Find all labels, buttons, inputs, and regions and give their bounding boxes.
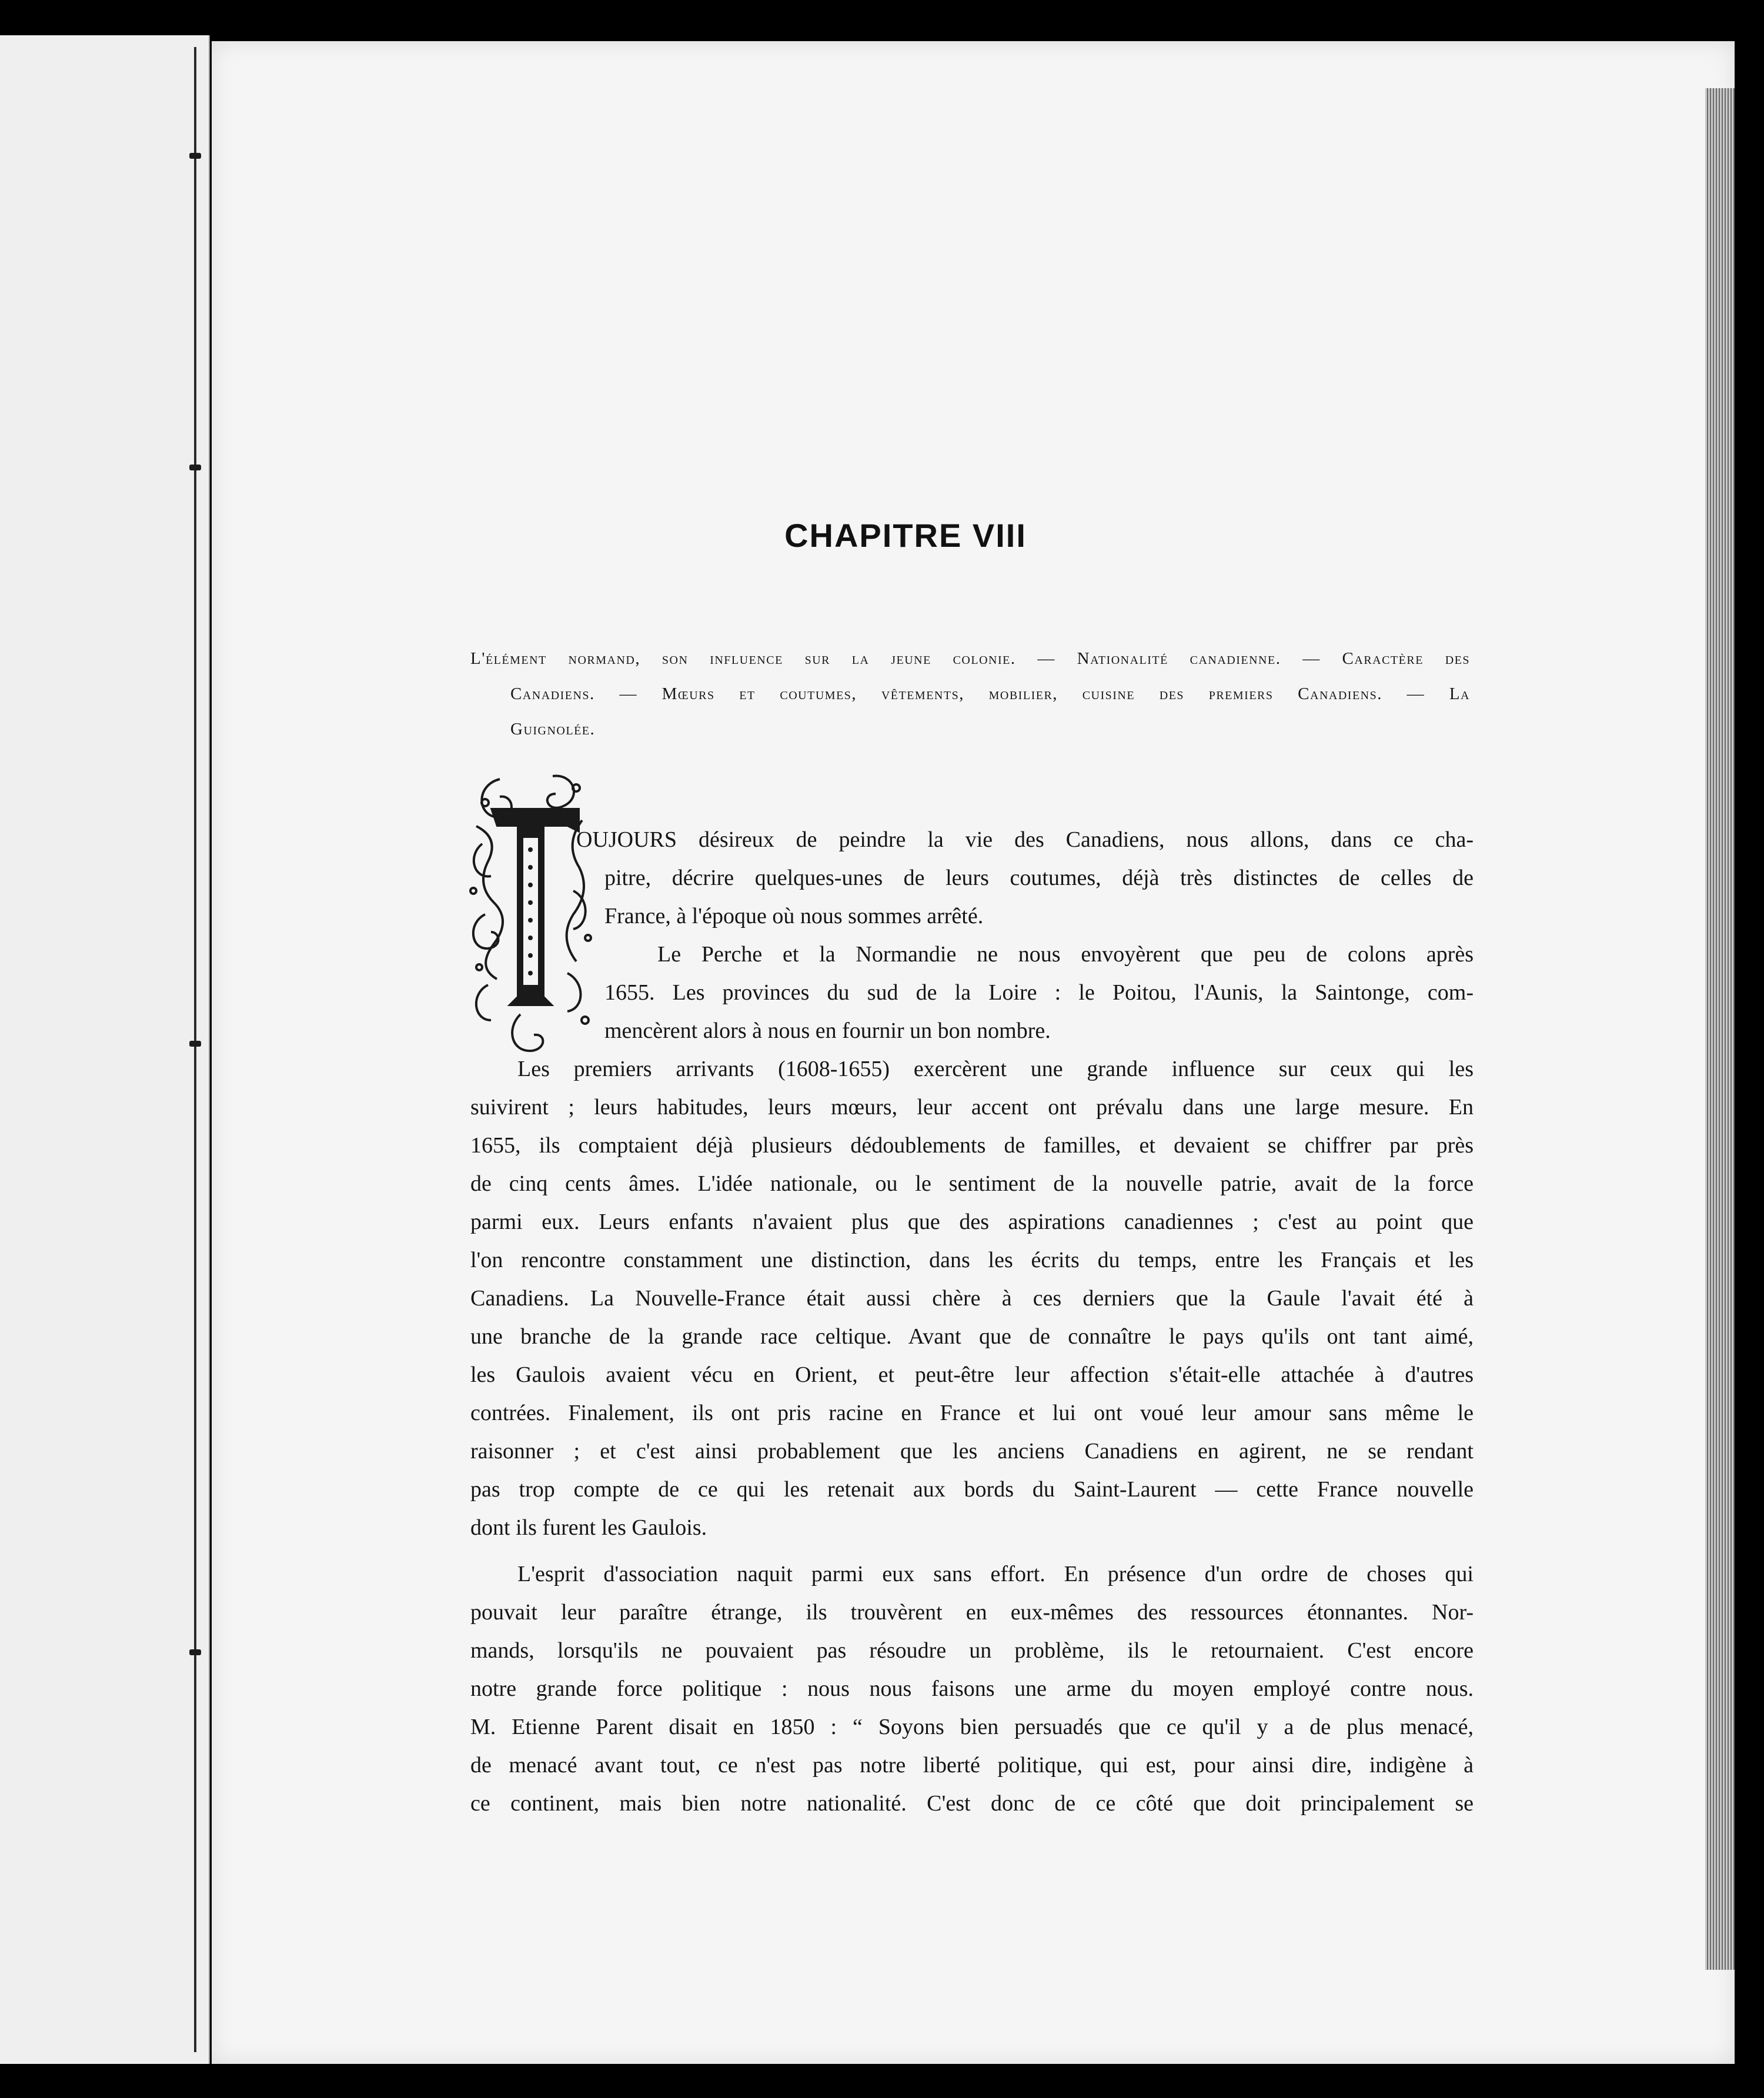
text-line: suivirent ; leurs habitudes, leurs mœurs, leur accent ont prévalu dans une large mesure. En — [470, 1095, 1474, 1120]
body-text — [470, 821, 1474, 1823]
text-line: les Gaulois avaient vécu en Orient, et peut-être leur affection s'était-elle attachée à d'autres — [470, 1362, 1474, 1387]
chapter-title: CHAPITRE VIII — [784, 517, 1027, 554]
text-line: mands, lorsqu'ils ne pouvaient pas résoudre un problème, ils le retournaient. C'est encore — [470, 1638, 1474, 1663]
binding-stitch — [189, 1041, 201, 1047]
binding-stitch — [189, 153, 201, 159]
text-line: L'esprit d'association naquit parmi eux sans effort. En présence d'un ordre de choses qui — [517, 1562, 1474, 1586]
text-line: de menacé avant tout, ce n'est pas notre liberté politique, qui est, pour ainsi dire, indigène à — [470, 1753, 1474, 1778]
binding-gutter — [194, 47, 196, 2052]
text-line: parmi eux. Leurs enfants n'avaient plus que des aspirations canadiennes ; c'est au point que — [470, 1210, 1474, 1234]
text-line: Le Perche et la Normandie ne nous envoyèrent que peu de colons après — [657, 942, 1474, 967]
text-line: contrées. Finalement, ils ont pris racine en France et lui ont voué leur amour sans même le — [470, 1401, 1474, 1425]
binding-stitch — [189, 465, 201, 470]
text-line: pitre, décrire quelques-unes de leurs coutumes, déjà très distinctes de celles de — [604, 866, 1474, 890]
text-line: M. Etienne Parent disait en 1850 : “ Soyons bien persuadés que ce qu'il y a de plus menacé, — [470, 1715, 1474, 1739]
text-line: ce continent, mais bien notre nationalité. C'est donc de ce côté que doit principalement se — [470, 1791, 1474, 1816]
text-line: pas trop compte de ce qui les retenait aux bords du Saint-Laurent — cette France nouvelle — [470, 1477, 1474, 1502]
chapter-summary — [470, 641, 1470, 747]
text-line: Canadiens. La Nouvelle-France était aussi chère à ces derniers que la Gaule l'avait été à — [470, 1286, 1474, 1311]
page-edges — [1705, 88, 1735, 1970]
paragraph-gap — [470, 1547, 1474, 1555]
summary-line: L'élément normand, son influence sur la jeune colonie. — Nationalité canadienne. — Caractère des — [470, 649, 1470, 668]
text-line: 1655, ils comptaient déjà plusieurs dédoublements de familles, et devaient se chiffrer par près — [470, 1133, 1474, 1158]
summary-line: Guignolée. — [510, 720, 596, 739]
binding-stitch — [189, 1649, 201, 1655]
text-line: de cinq cents âmes. L'idée nationale, ou le sentiment de la nouvelle patrie, avait de la force — [470, 1171, 1474, 1196]
scan-border-top — [0, 0, 1764, 41]
text-line: Les premiers arrivants (1608-1655) exercèrent une grande influence sur ceux qui les — [517, 1057, 1474, 1081]
text-line: OUJOURS désireux de peindre la vie des Canadiens, nous allons, dans ce cha- — [576, 827, 1474, 852]
text-line: l'on rencontre constamment une distinction, dans les écrits du temps, entre les Français et les — [470, 1248, 1474, 1272]
summary-line: Canadiens. — Mœurs et coutumes, vêtements, mobilier, cuisine des premiers Canadiens. — La — [510, 684, 1470, 703]
text-line: notre grande force politique : nous nous faisons une arme du moyen employé contre nous. — [470, 1676, 1474, 1701]
text-line: raisonner ; et c'est ainsi probablement que les anciens Canadiens en agirent, ne se rendant — [470, 1439, 1474, 1464]
text-line: mencèrent alors à nous en fournir un bon nombre. — [604, 1018, 1051, 1043]
text-line: une branche de la grande race celtique. Avant que de connaître le pays qu'ils ont tant aimé, — [470, 1324, 1474, 1349]
text-line: dont ils furent les Gaulois. — [470, 1515, 707, 1540]
text-line: 1655. Les provinces du sud de la Loire : le Poitou, l'Aunis, la Saintonge, com- — [604, 980, 1474, 1005]
left-page-leaf — [0, 35, 210, 2064]
text-line: pouvait leur paraître étrange, ils trouvèrent en eux-mêmes des ressources étonnantes. Nor- — [470, 1600, 1474, 1625]
text-line: France, à l'époque où nous sommes arrêté. — [604, 904, 984, 928]
